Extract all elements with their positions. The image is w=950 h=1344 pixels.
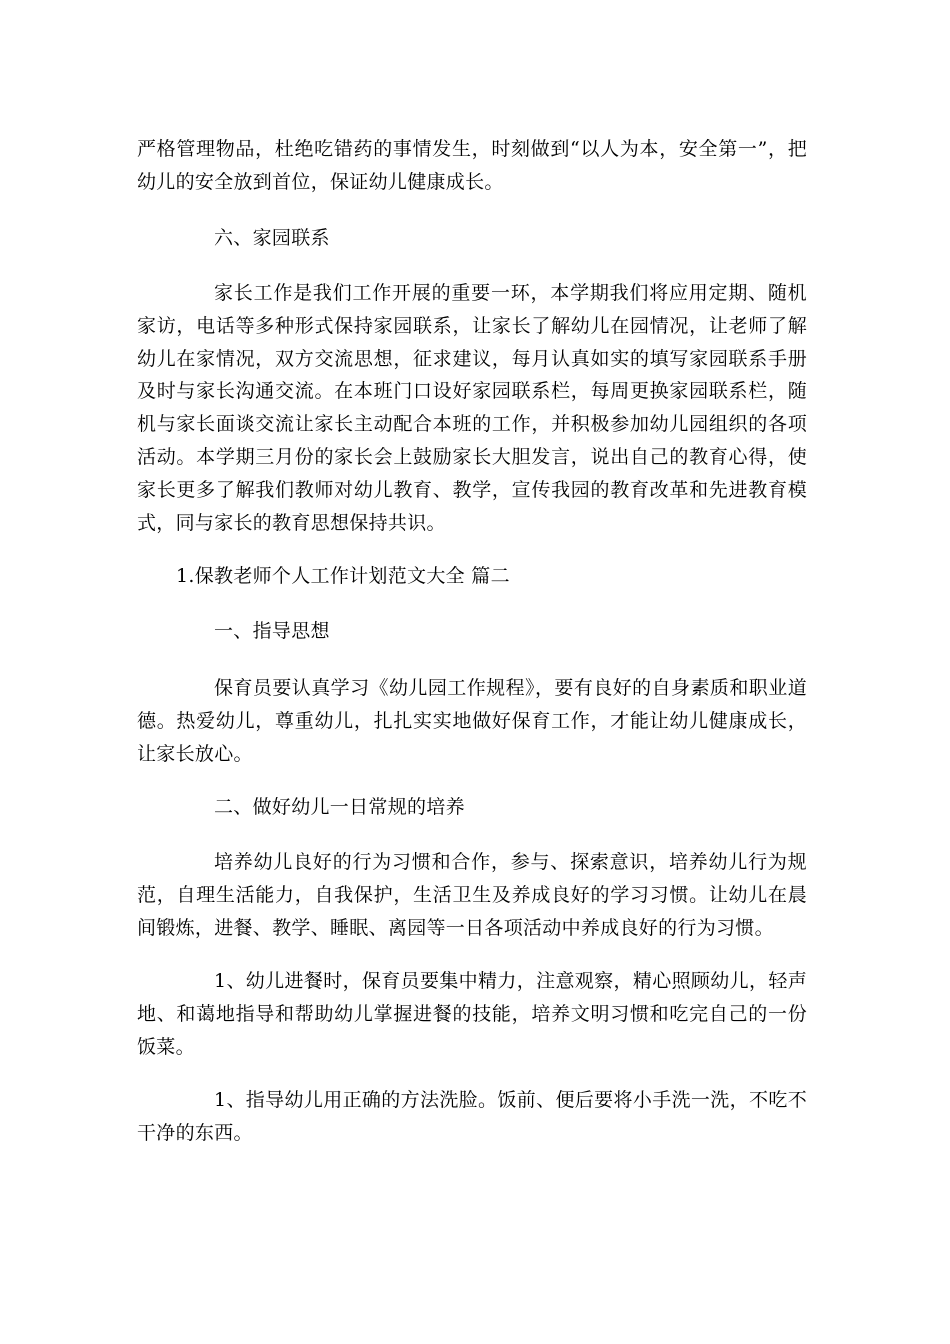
paragraph-hand-washing: 1、指导幼儿用正确的方法洗脸。饭前、便后要将小手洗一洗，不吃不干净的东西。	[137, 1089, 807, 1144]
heading-daily-routine: 二、做好幼儿一日常规的培养	[214, 796, 465, 818]
heading-guiding-ideology: 一、指导思想	[214, 620, 330, 642]
section-title: 1.保教老师个人工作计划范文大全 篇二	[176, 565, 510, 587]
paragraph-mealtime: 1、幼儿进餐时，保育员要集中精力，注意观察，精心照顾幼儿，轻声地、和蔼地指导和帮助幼儿掌握进餐的技能，培养文明习惯和吃完自己的一份饭菜。	[137, 970, 807, 1058]
paragraph-daily-routine: 培养幼儿良好的行为习惯和合作，参与、探索意识，培养幼儿行为规范，自理生活能力，自我保护，生活卫生及养成良好的学习习惯。让幼儿在晨间锻炼，进餐、教学、睡眠、离园等一日各项活动中养成良好的行为习惯。	[137, 851, 807, 939]
paragraph-safety-continuation: 严格管理物品，杜绝吃错药的事情发生，时刻做到“以人为本，安全第一”，把幼儿的安全放到首位，保证幼儿健康成长。	[137, 138, 807, 193]
paragraph-parent-work: 家长工作是我们工作开展的重要一环，本学期我们将应用定期、随机家访，电话等多种形式保持家园联系，让家长了解幼儿在园情况，让老师了解幼儿在家情况，双方交流思想，征求建议，每月认真如实的填写家园联系手册及时与家长沟通交流。在本班门口设好家园联系栏，每周更换家园联系栏，随机与家长面谈交流让家长主动配合本班的工作，并积极参加幼儿园组织的各项活动。本学期三月份的家长会上鼓励家长大胆发言，说出自己的教育心得，使家长更多了解我们教师对幼儿教育、教学，宣传我园的教育改革和先进教育模式，同与家长的教育思想保持共识。	[137, 282, 807, 534]
heading-home-school-contact: 六、家园联系	[214, 227, 330, 249]
paragraph-guiding-ideology: 保育员要认真学习《幼儿园工作规程》，要有良好的自身素质和职业道德。热爱幼儿，尊重幼儿，扎扎实实地做好保育工作，才能让幼儿健康成长，让家长放心。	[137, 677, 807, 765]
